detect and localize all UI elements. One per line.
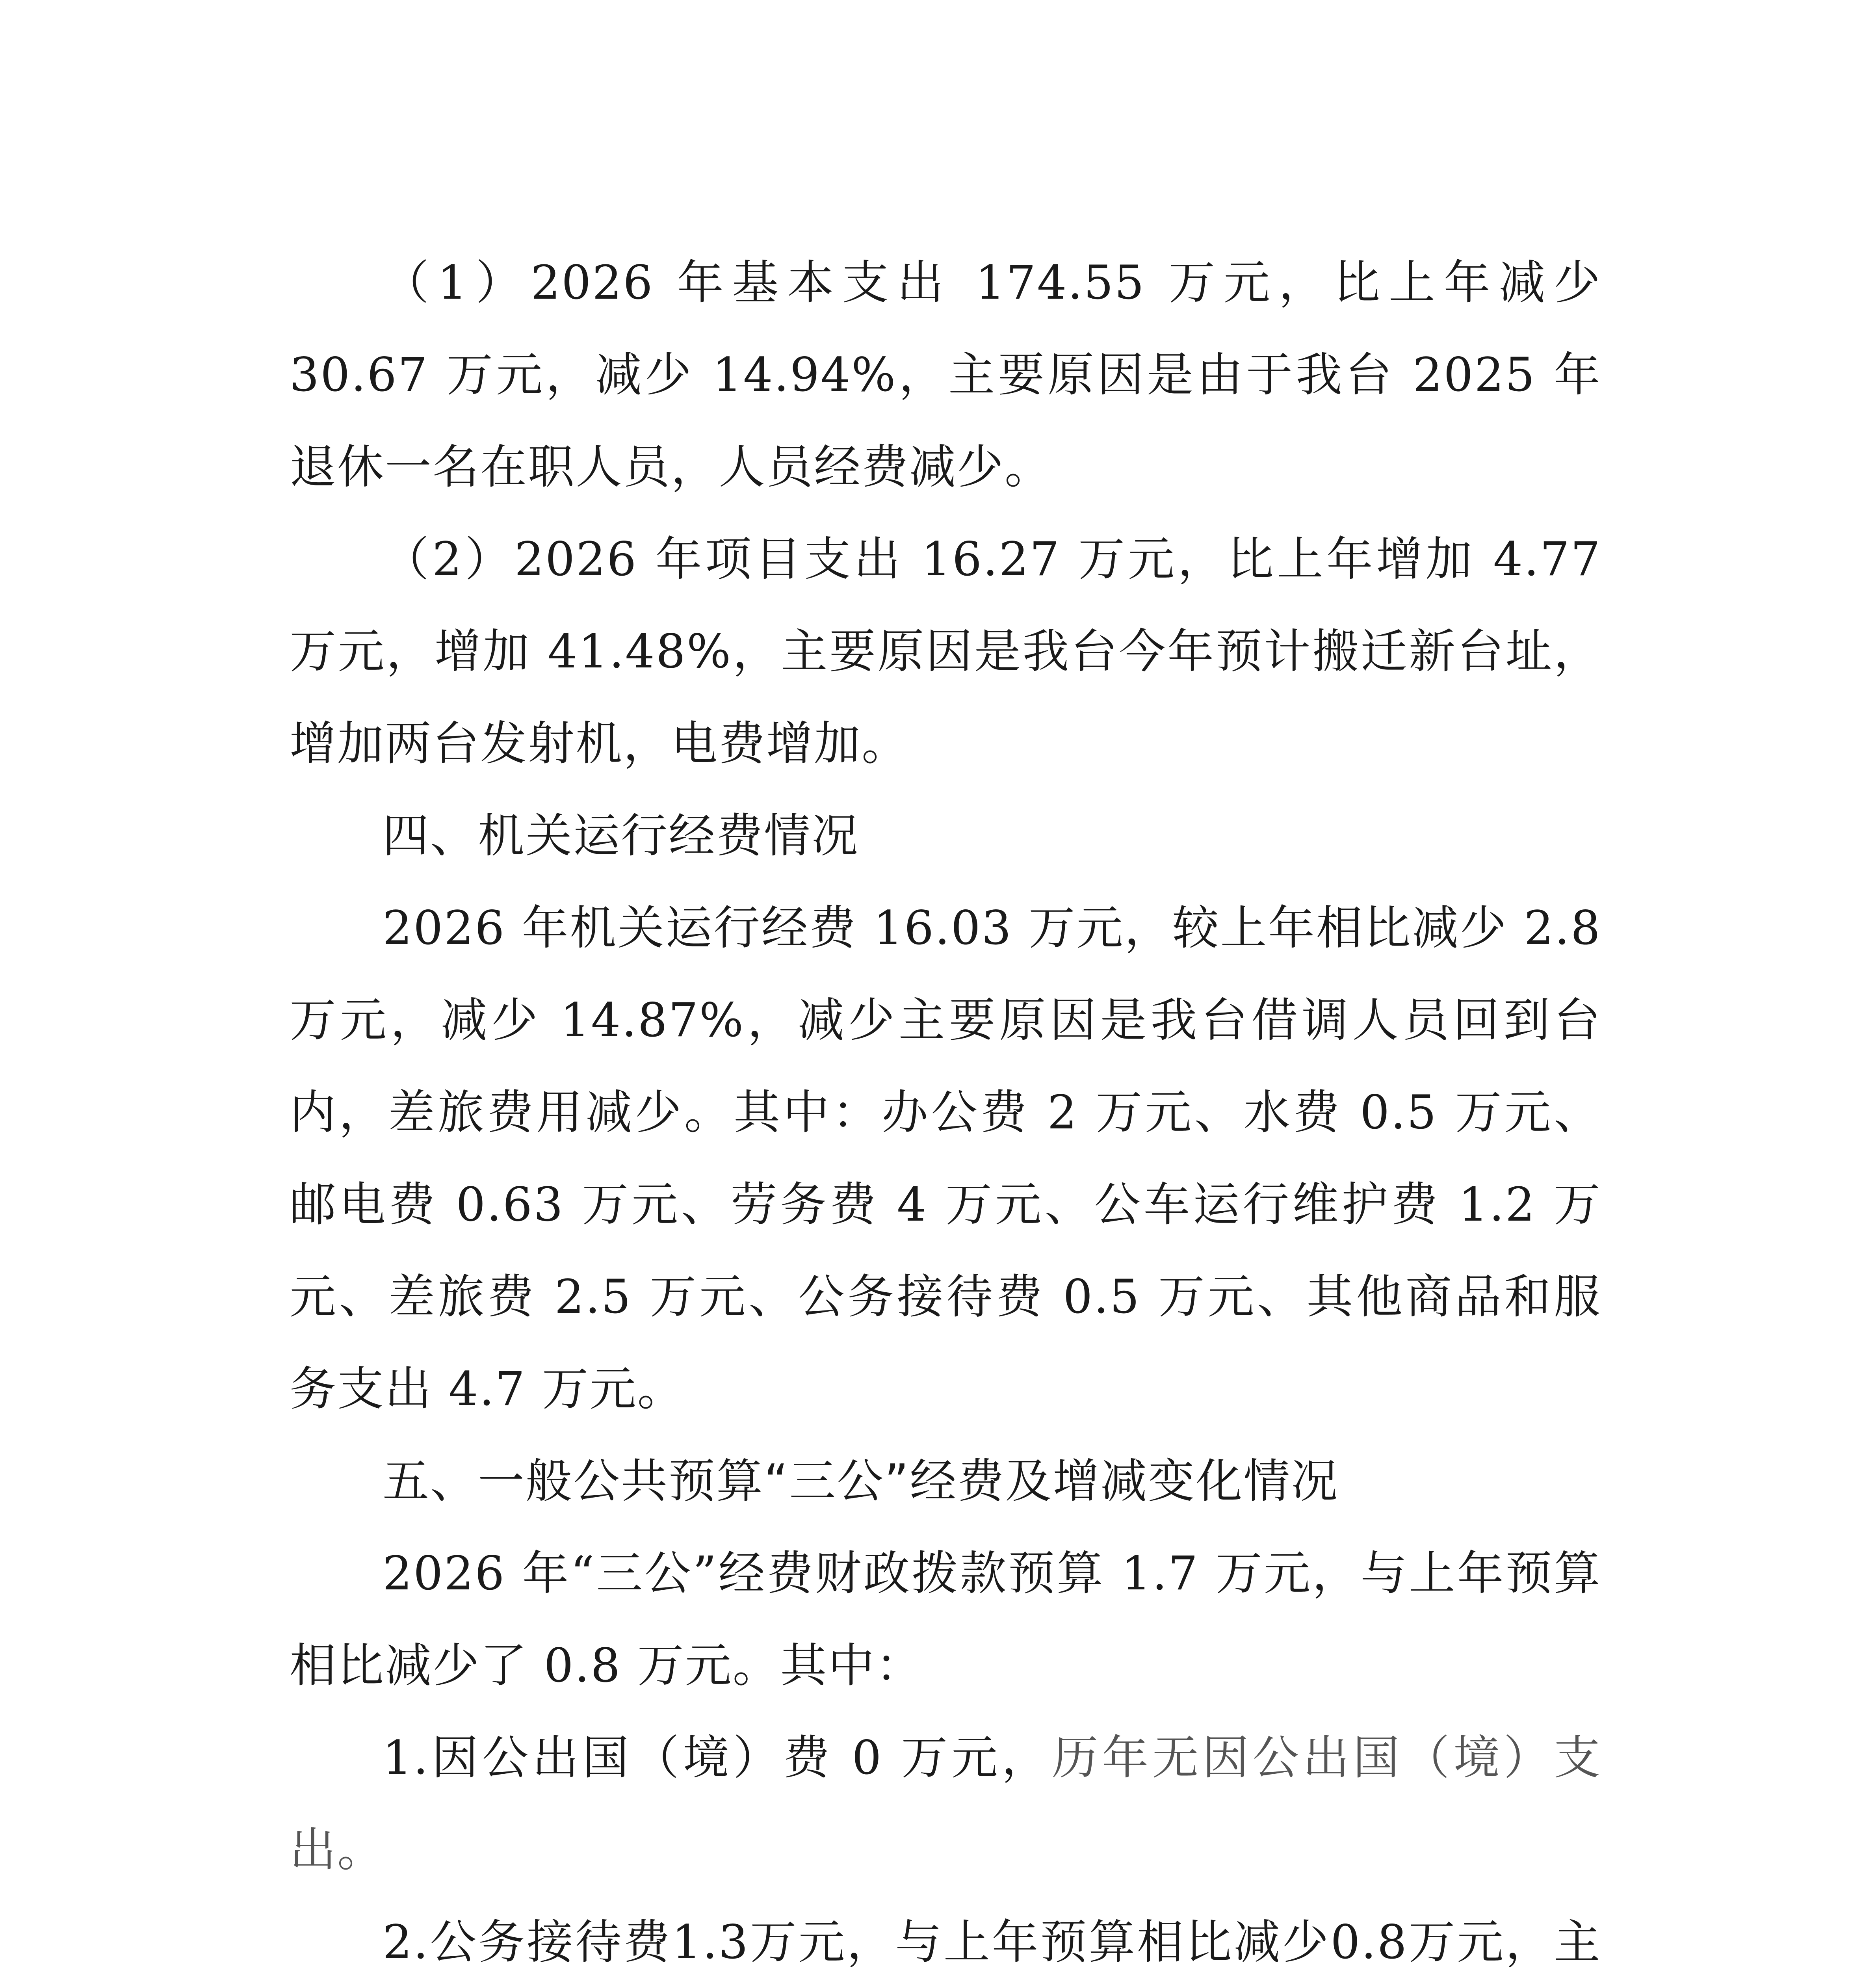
section-heading-three-public-costs: 五、一般公共预算“三公”经费及增减变化情况 bbox=[383, 1454, 1339, 1508]
overseas-travel-amount: 1.因公出国（境）费 0 万元， bbox=[383, 1730, 1052, 1785]
operating-costs-paragraph: 2026 年机关运行经费 16.03 万元，较上年相比减少 2.8 万元，减少 14.87%，减少主要原因是我台借调人员回到台内，差旅费用减少。其中：办公费 2 万元、水费 0.5 万元、邮电费 0.63 万元、劳务费 4 万元、公车运行维护费 1.2 万元、差旅费 2.5 万元、公务接待费 0.5 万元、其他商品和服务支出 4.7 万元。 bbox=[290, 901, 1601, 1416]
project-expenditure-paragraph: （2）2026 年项目支出 16.27 万元，比上年增加 4.77 万元，增加 41.48%，主要原因是我台今年预计搬迁新台址，增加两台发射机，电费增加。 bbox=[290, 532, 1601, 771]
three-public-costs-intro: 2026 年“三公”经费财政拨款预算 1.7 万元，与上年预算相比减少了 0.8 万元。其中： bbox=[290, 1546, 1601, 1693]
basic-expenditure-paragraph: （1）2026 年基本支出 174.55 万元，比上年减少 30.67 万元，减少 14.94%，主要原因是由于我台 2025 年退休一名在职人员，人员经费减少。 bbox=[290, 255, 1601, 494]
section-heading-operating-costs: 四、机关运行经费情况 bbox=[383, 808, 860, 863]
reception-costs-paragraph: 2.公务接待费1.3万元，与上年预算相比减少0.8万元，主 bbox=[383, 1915, 1601, 1969]
overseas-travel-paragraph bbox=[290, 1712, 1601, 1896]
overseas-travel-note: 历年无因公出国（境）支出。 bbox=[290, 1730, 1601, 1877]
document-body bbox=[290, 236, 1601, 1970]
